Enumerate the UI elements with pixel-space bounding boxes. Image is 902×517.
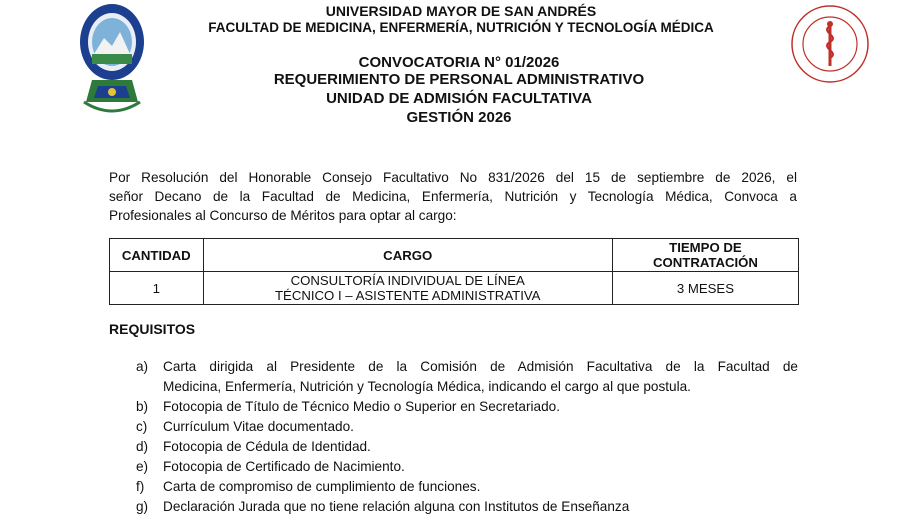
header-cargo: CARGO — [203, 239, 612, 272]
item-text: Fotocopia de Certificado de Nacimiento. — [163, 459, 405, 474]
requisitos-heading: REQUISITOS — [109, 321, 196, 337]
item-letter: g) — [136, 499, 149, 514]
item-letter: b) — [136, 399, 149, 414]
faculty-name: FACULTAD DE MEDICINA, ENFERMERÍA, NUTRICIÓN Y TECNOLOGÍA MÉDICA — [208, 20, 714, 35]
gestion-title: GESTIÓN 2026 — [406, 109, 512, 126]
item-text: Carta de compromiso de cumplimiento de funciones. — [163, 479, 481, 494]
header-tiempo-line2: CONTRATACIÓN — [652, 255, 758, 270]
item-text: Currículum Vitae documentado. — [163, 419, 354, 434]
table-header-row — [110, 239, 799, 272]
intro-line: señor Decano de la Facultad de Medicina, Enfermería, Nutrición y Tecnología Médica, Convoca a — [109, 189, 797, 204]
item-text: Medicina, Enfermería, Nutrición y Tecnología Médica, indicando el cargo al que postula. — [163, 379, 691, 394]
item-text: Fotocopia de Título de Técnico Medio o Superior en Secretariado. — [163, 399, 560, 414]
list-item — [136, 437, 798, 457]
cell-cantidad: 1 — [110, 272, 204, 305]
item-text: Carta dirigida al Presidente de la Comisión de Admisión Facultativa de la Facultad de — [163, 359, 798, 374]
item-letter: d) — [136, 439, 149, 454]
item-text: Declaración Jurada que no tiene relación alguna con Institutos de Enseñanza — [163, 499, 630, 514]
item-text: Fotocopia de Cédula de Identidad. — [163, 439, 371, 454]
list-item — [136, 397, 798, 417]
list-item — [136, 477, 798, 497]
list-item — [136, 497, 798, 517]
item-letter: e) — [136, 459, 149, 474]
item-letter: c) — [136, 419, 148, 434]
intro-line: Profesionales al Concurso de Méritos para optar al cargo: — [109, 208, 457, 223]
header-tiempo-line1: TIEMPO DE — [669, 240, 742, 255]
header-cantidad: CANTIDAD — [110, 239, 204, 272]
item-letter: a) — [136, 359, 149, 374]
header-tiempo — [612, 239, 798, 272]
list-item — [136, 417, 798, 437]
item-letter: f) — [136, 479, 145, 494]
list-item — [136, 357, 798, 397]
university-name: UNIVERSIDAD MAYOR DE SAN ANDRÉS — [325, 3, 597, 19]
requisitos-list — [136, 357, 798, 517]
cell-cargo — [203, 272, 612, 305]
cell-tiempo: 3 MESES — [612, 272, 798, 305]
intro-line: Por Resolución del Honorable Consejo Facultativo No 831/2026 del 15 de septiembre de 2026, el — [109, 170, 797, 185]
position-table — [109, 238, 799, 305]
intro-paragraph — [109, 168, 797, 225]
table-row — [110, 272, 799, 305]
cargo-line1: CONSULTORÍA INDIVIDUAL DE LÍNEA — [290, 273, 525, 288]
cargo-line2: TÉCNICO I – ASISTENTE ADMINISTRATIVA — [274, 288, 541, 303]
list-item — [136, 457, 798, 477]
unit-title: UNIDAD DE ADMISIÓN FACULTATIVA — [326, 90, 592, 107]
convocatoria-title: CONVOCATORIA N° 01/2026 — [358, 54, 560, 71]
requirement-title: REQUERIMIENTO DE PERSONAL ADMINISTRATIVO — [273, 71, 645, 88]
